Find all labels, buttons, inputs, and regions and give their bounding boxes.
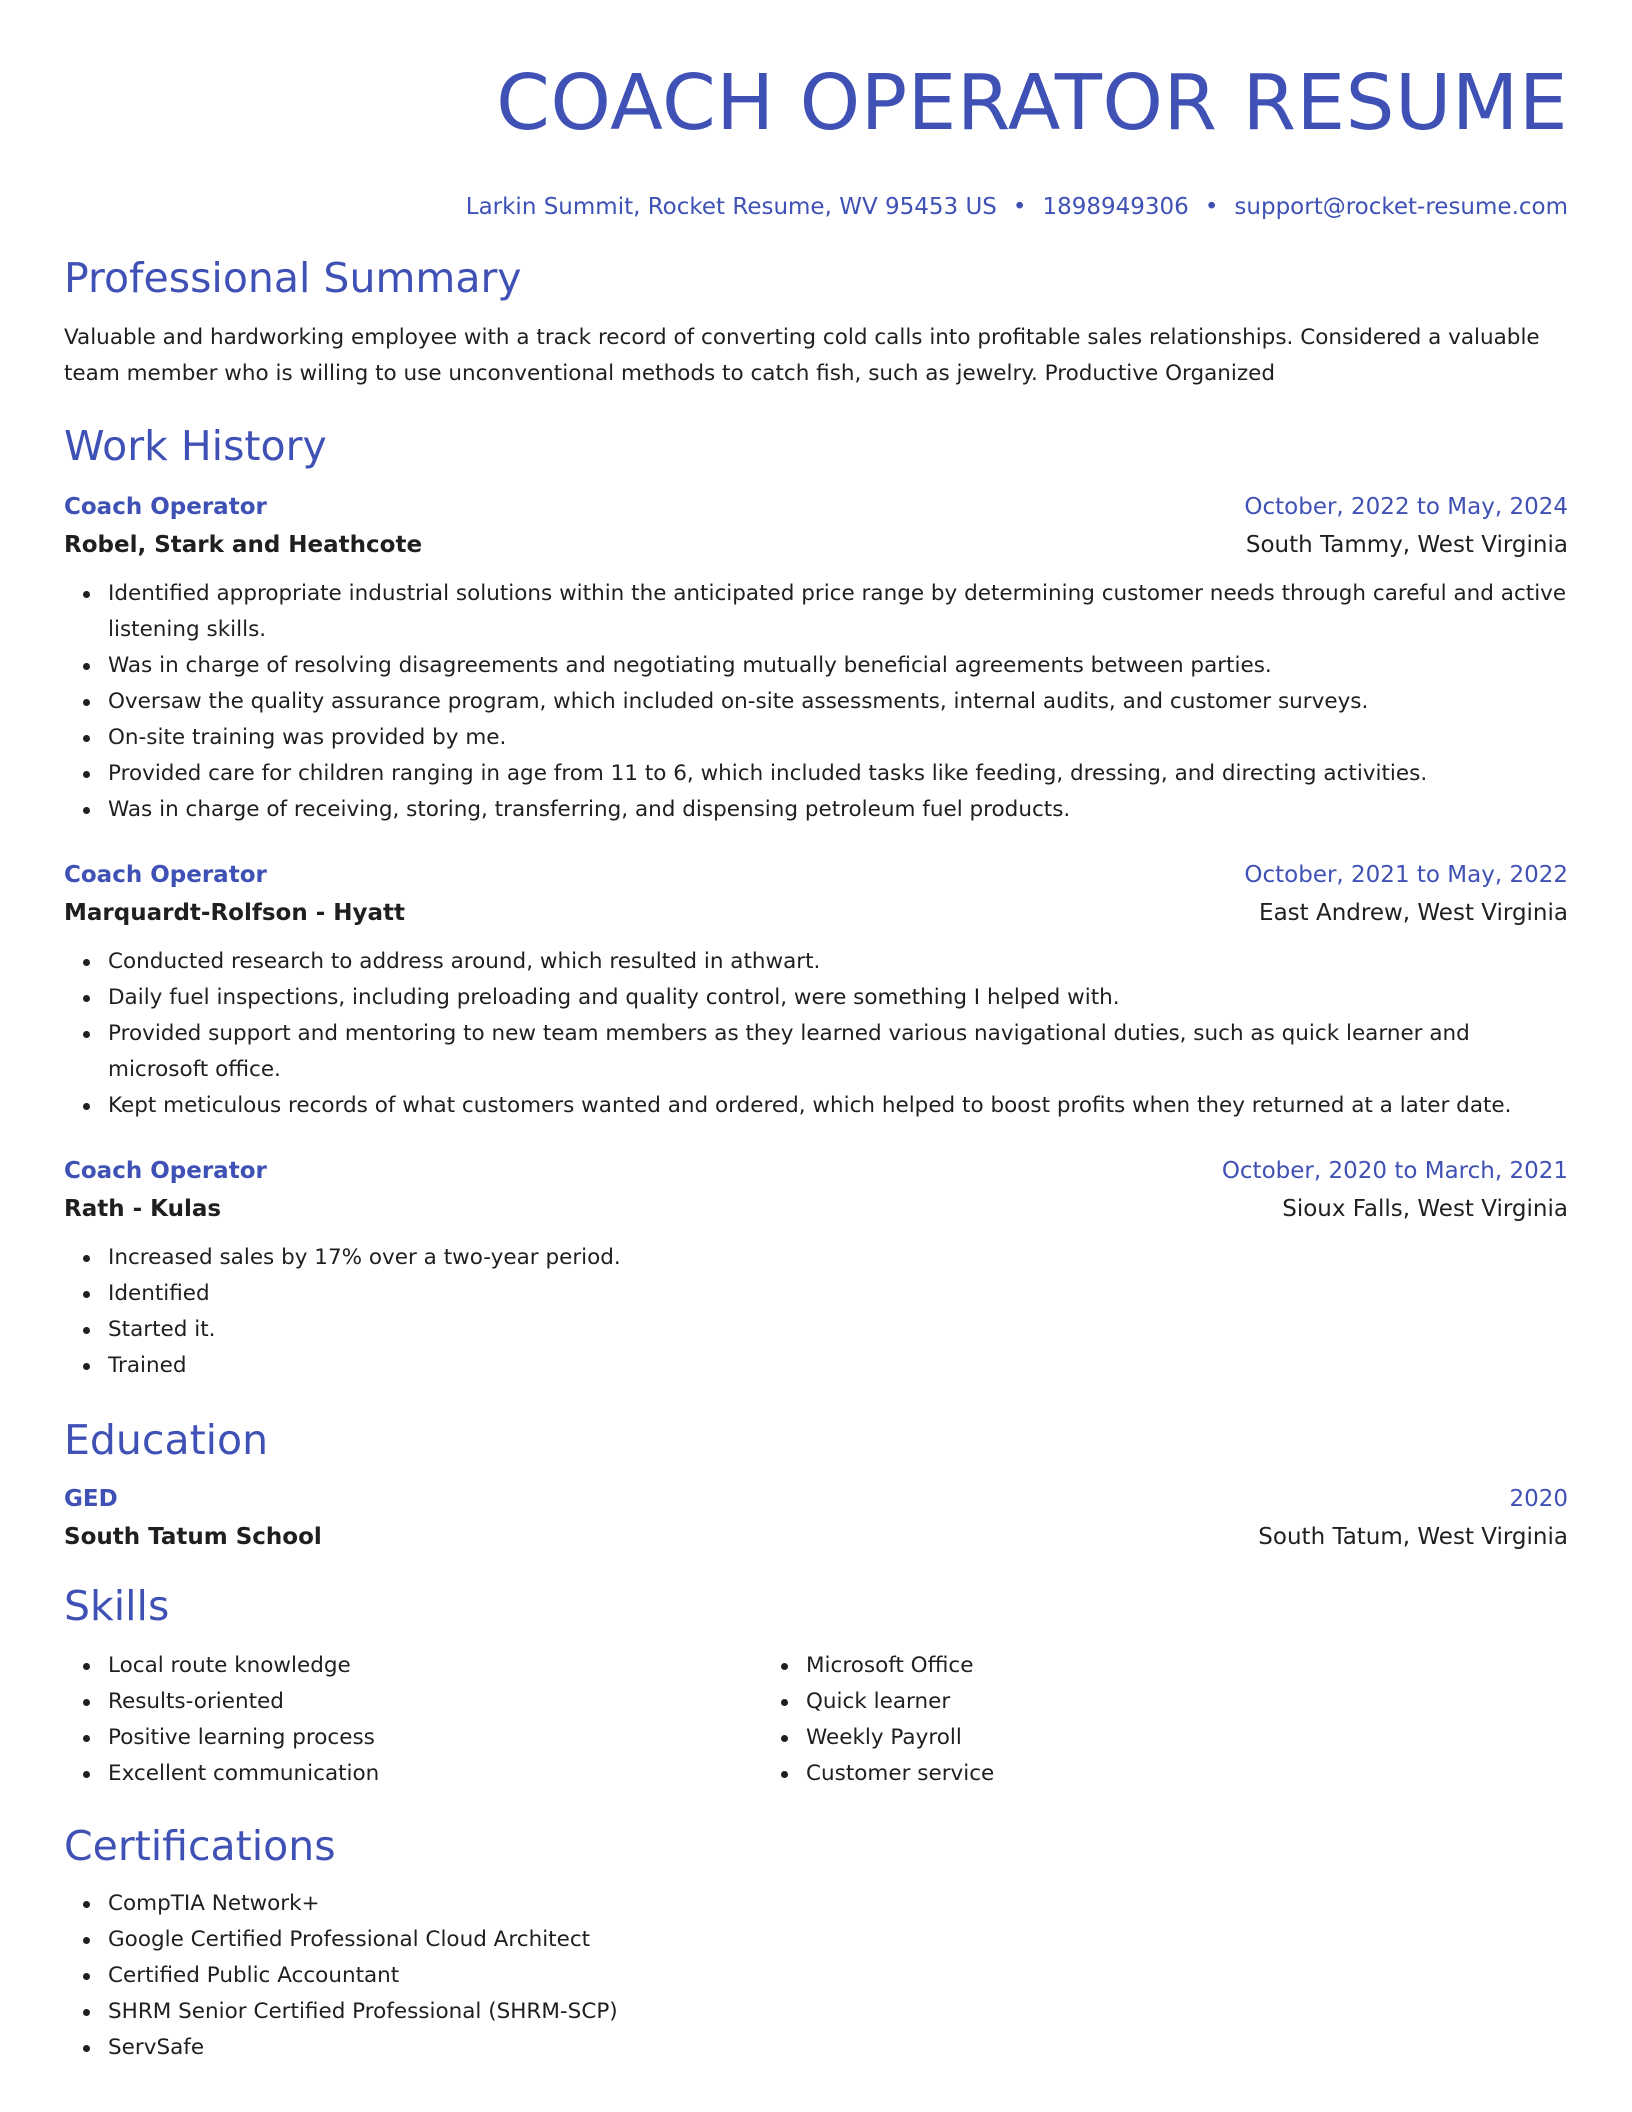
job-title: Coach Operator <box>64 1158 267 1184</box>
job-bullet: Started it. <box>108 1312 1568 1348</box>
job-bullet: Oversaw the quality assurance program, which included on-site assessments, internal audits, and customer surveys. <box>108 684 1568 720</box>
summary-text: Valuable and hardworking employee with a track record of converting cold calls into profitable sales relationships. Considered a valuable team member who is willing to use unconventional methods to catch fish, such as jewelry. Productive Organized <box>64 325 1540 386</box>
job-bullet: Identified appropriate industrial solutions within the anticipated price range by determining customer needs through careful and active listening skills. <box>108 576 1568 648</box>
skill-item: Excellent communication <box>108 1756 762 1792</box>
skills-heading: Skills <box>64 1582 170 1630</box>
skill-item: Local route knowledge <box>108 1648 762 1684</box>
job-dates: October, 2021 to May, 2022 <box>1244 862 1568 888</box>
skill-item: Results-oriented <box>108 1684 762 1720</box>
job-dates: October, 2022 to May, 2024 <box>1244 494 1568 520</box>
contact-phone: 1898949306 <box>1042 194 1189 220</box>
education-location: South Tatum, West Virginia <box>1258 1524 1568 1550</box>
skills-columns <box>64 1648 1568 1792</box>
certification-item: Certified Public Accountant <box>108 1958 1568 1994</box>
skills-list-left <box>64 1648 762 1792</box>
skill-item: Quick learner <box>806 1684 1568 1720</box>
job-title: Coach Operator <box>64 494 267 520</box>
certification-item: SHRM Senior Certified Professional (SHRM-SCP) <box>108 1994 1568 2030</box>
certifications-heading: Certifications <box>64 1822 336 1870</box>
job-entry <box>64 858 1568 1124</box>
job-company: Robel, Stark and Heathcote <box>64 532 423 558</box>
job-location: Sioux Falls, West Virginia <box>1282 1196 1568 1222</box>
contact-separator: • <box>1012 194 1027 220</box>
work-history-heading: Work History <box>64 422 327 470</box>
job-bullet: Trained <box>108 1348 1568 1384</box>
job-company: Rath - Kulas <box>64 1196 222 1222</box>
skill-item: Weekly Payroll <box>806 1720 1568 1756</box>
skill-item: Customer service <box>806 1756 1568 1792</box>
skill-item: Positive learning process <box>108 1720 762 1756</box>
education-entry <box>64 1482 1568 1554</box>
skill-item: Microsoft Office <box>806 1648 1568 1684</box>
certification-item: ServSafe <box>108 2030 1568 2066</box>
job-bullet: Conducted research to address around, which resulted in athwart. <box>108 944 1568 980</box>
education-degree: GED <box>64 1486 118 1512</box>
job-entry <box>64 1154 1568 1384</box>
education-heading: Education <box>64 1416 269 1464</box>
education-school: South Tatum School <box>64 1524 322 1550</box>
job-bullets <box>64 1240 1568 1384</box>
resume-title: COACH OPERATOR RESUME <box>496 59 1568 148</box>
certification-item: CompTIA Network+ <box>108 1886 1568 1922</box>
certifications-list <box>64 1886 1568 2066</box>
job-location: East Andrew, West Virginia <box>1259 900 1568 926</box>
contact-line <box>64 192 1568 222</box>
job-bullet: Identified <box>108 1276 1568 1312</box>
job-bullets <box>64 576 1568 828</box>
education-year: 2020 <box>1509 1486 1568 1512</box>
job-bullet: Was in charge of receiving, storing, transferring, and dispensing petroleum fuel products. <box>108 792 1568 828</box>
job-location: South Tammy, West Virginia <box>1245 532 1568 558</box>
skills-list-right <box>762 1648 1568 1792</box>
job-bullet: Increased sales by 17% over a two-year period. <box>108 1240 1568 1276</box>
job-entry <box>64 490 1568 828</box>
job-bullet: Kept meticulous records of what customers wanted and ordered, which helped to boost profits when they returned at a later date. <box>108 1088 1568 1124</box>
job-bullet: Daily fuel inspections, including preloading and quality control, were something I helped with. <box>108 980 1568 1016</box>
job-bullet: Was in charge of resolving disagreements and negotiating mutually beneficial agreements between parties. <box>108 648 1568 684</box>
job-bullet: Provided support and mentoring to new team members as they learned various navigational duties, such as quick learner and microsoft office. <box>108 1016 1568 1088</box>
job-bullets <box>64 944 1568 1124</box>
contact-separator: • <box>1204 194 1219 220</box>
job-dates: October, 2020 to March, 2021 <box>1221 1158 1568 1184</box>
contact-email: support@rocket-resume.com <box>1234 194 1568 220</box>
job-bullet: Provided care for children ranging in age from 11 to 6, which included tasks like feeding, dressing, and directing activities. <box>108 756 1568 792</box>
certification-item: Google Certified Professional Cloud Architect <box>108 1922 1568 1958</box>
contact-address: Larkin Summit, Rocket Resume, WV 95453 US <box>465 194 997 220</box>
job-title: Coach Operator <box>64 862 267 888</box>
job-bullet: On-site training was provided by me. <box>108 720 1568 756</box>
summary-heading: Professional Summary <box>64 254 522 302</box>
job-company: Marquardt-Rolfson - Hyatt <box>64 900 406 926</box>
